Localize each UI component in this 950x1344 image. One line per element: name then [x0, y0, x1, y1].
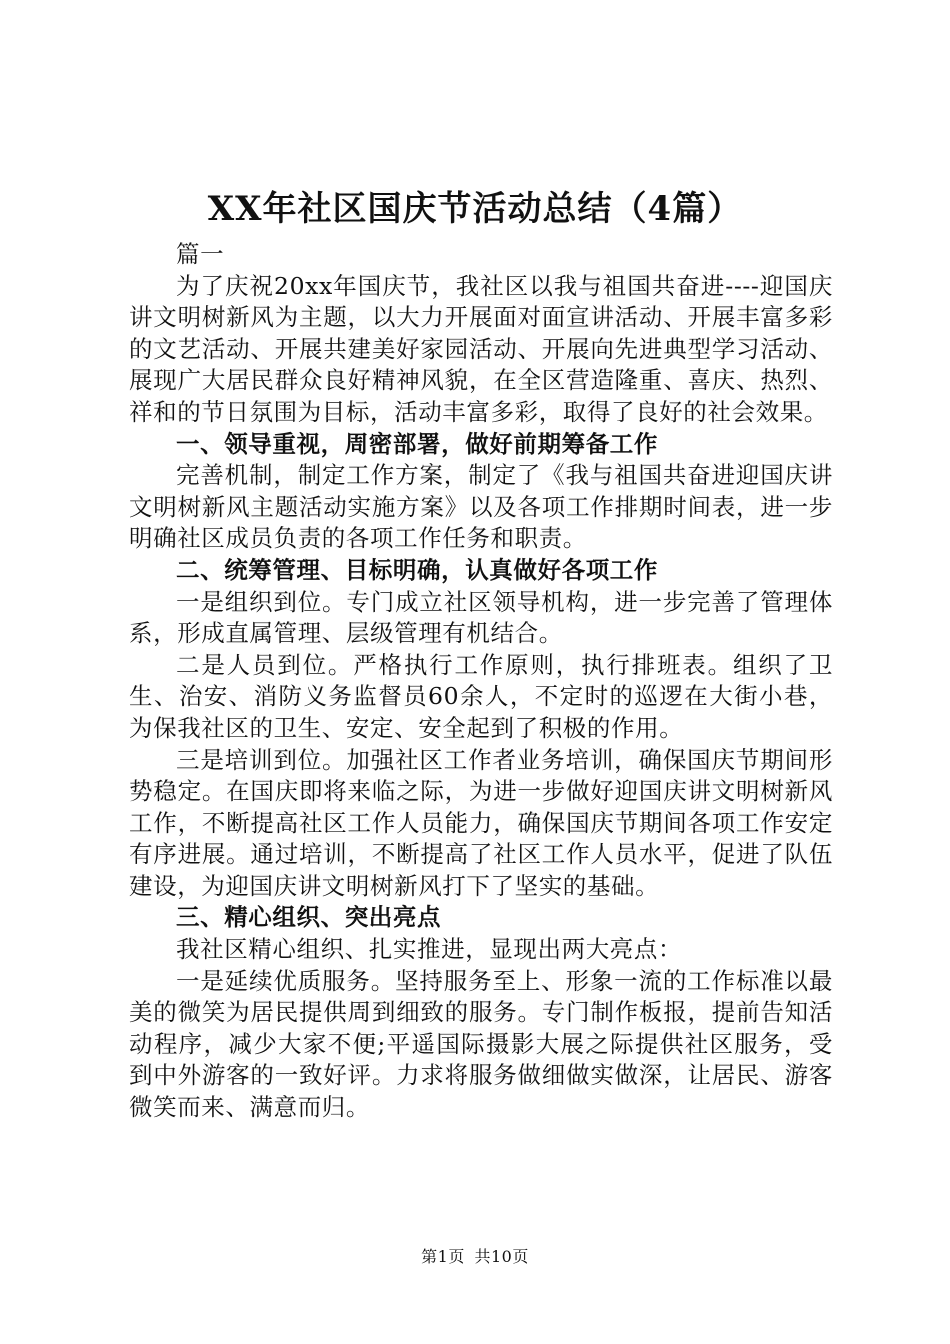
document-title: XX年社区国庆节活动总结（4篇） [207, 189, 743, 229]
paragraph-mechanism: 完善机制，制定工作方案，制定了《我与祖国共奋进迎国庆讲文明树新风主题活动实施方案》以及各项工作排期时间表，进一步明确社区成员负责的各项工作任务和职责。 [129, 461, 833, 553]
page-total: 共10页 [474, 1247, 529, 1266]
intro-paragraph: 为了庆祝20xx年国庆节，我社区以我与祖国共奋进----迎国庆讲文明树新风为主题，以大力开展面对面宣讲活动、开展丰富多彩的文艺活动、开展共建美好家园活动、开展向先进典型学习活动、展现广大居民群众良好精神风貌，在全区营造隆重、喜庆、热烈、祥和的节日氛围为目标，活动丰富多彩，取得了良好的社会效果。 [129, 271, 833, 426]
document-body [129, 239, 833, 1124]
paragraph-organization: 一是组织到位。专门成立社区领导机构，进一步完善了管理体系，形成直属管理、层级管理有机结合。 [129, 587, 833, 648]
section-heading-3: 三、精心组织、突出亮点 [176, 903, 442, 932]
section-heading-1: 一、领导重视，周密部署，做好前期筹备工作 [176, 429, 658, 458]
paragraph-highlights-intro: 我社区精心组织、扎实推进，显现出两大亮点： [176, 935, 683, 964]
page-number: 第1页 [421, 1247, 465, 1266]
paragraph-personnel: 二是人员到位。严格执行工作原则，执行排班表。组织了卫生、治安、消防义务监督员60余人，不定时的巡逻在大街小巷，为保我社区的卫生、安定、安全起到了积极的作用。 [129, 650, 833, 742]
section-label: 篇一 [176, 240, 225, 268]
paragraph-service: 一是延续优质服务。坚持服务至上、形象一流的工作标准以最美的微笑为居民提供周到细致的服务。专门制作板报，提前告知活动程序，减少大家不便;平遥国际摄影大展之际提供社区服务，受到中外游客的一致好评。力求将服务做细做实做深，让居民、游客微笑而来、满意而归。 [129, 966, 833, 1122]
section-heading-2: 二、统筹管理、目标明确，认真做好各项工作 [176, 555, 658, 584]
paragraph-training: 三是培训到位。加强社区工作者业务培训，确保国庆节期间形势稳定。在国庆即将来临之际，为进一步做好迎国庆讲文明树新风工作，不断提高社区工作人员能力，确保国庆节期间各项工作安定有序进展。通过培训，不断提高了社区工作人员水平，促进了队伍建设，为迎国庆讲文明树新风打下了坚实的基础。 [129, 745, 833, 900]
page-footer [0, 1246, 950, 1268]
